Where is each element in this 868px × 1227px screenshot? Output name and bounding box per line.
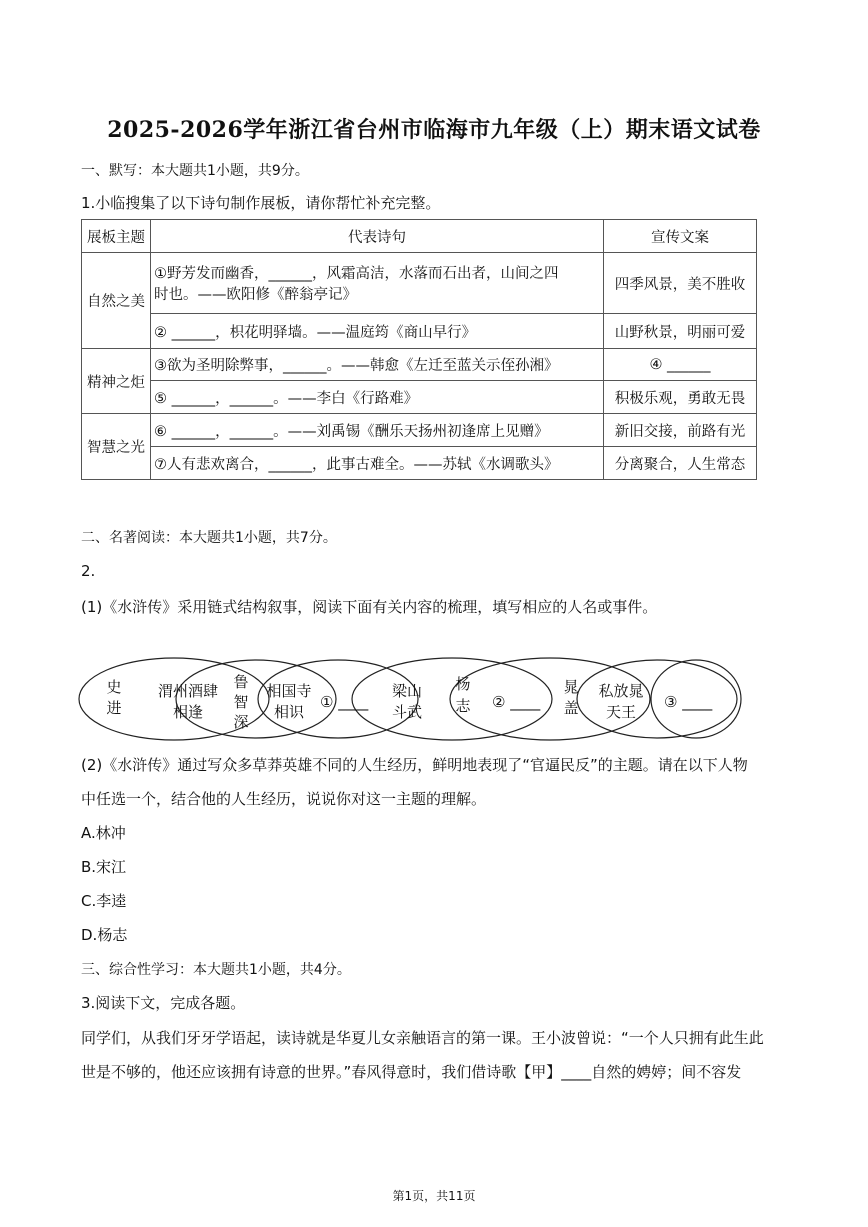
table-header: 展板主题 <box>82 220 151 253</box>
chain-label: 相识 <box>273 703 305 721</box>
chain-label: 盖 <box>563 699 579 717</box>
question-3-stem: 3.阅读下文，完成各题。 <box>81 994 246 1012</box>
theme-cell: 精神之炬 <box>82 349 151 414</box>
question-3-paragraph-line-2: 世是不够的，他还应该拥有诗意的世界。”春风得意时，我们借诗歌【甲】____自然的娉婷；间不容发 <box>81 1063 742 1081</box>
chain-label: 梁山 <box>391 682 423 700</box>
chain-label: 相逢 <box>172 703 204 721</box>
table-row <box>82 349 757 381</box>
question-2-number: 2. <box>81 562 96 580</box>
table-header: 宣传文案 <box>604 220 757 253</box>
section-heading-1: 一、默写：本大题共1小题，共9分。 <box>81 163 309 179</box>
poem-line: 时也。——欧阳修《醉翁亭记》 <box>154 287 357 303</box>
question-2-part-2-line-1: (2)《水浒传》通过写众多草莽英雄不同的人生经历，鲜明地表现了“官逼民反”的主题。请在以下人物 <box>81 756 748 774</box>
option-d: D.杨志 <box>81 926 128 944</box>
chain-label: 杨 <box>455 675 471 693</box>
slogan-cell: 积极乐观，勇敢无畏 <box>604 381 757 414</box>
chain-blank-3: ③ ____ <box>664 693 713 711</box>
poem-cell: ⑤ ______，______。——李白《行路难》 <box>151 381 604 414</box>
table-row <box>82 314 757 349</box>
question-1-stem: 1.小临搜集了以下诗句制作展板，请你帮忙补充完整。 <box>81 194 441 212</box>
chain-label: 晁 <box>563 678 579 696</box>
chain-label: 智 <box>233 693 249 711</box>
table-row <box>82 414 757 447</box>
table-header: 代表诗句 <box>151 220 604 253</box>
option-a: A.林冲 <box>81 824 126 842</box>
question-2-part-2-line-2: 中任选一个，结合他的人生经历，说说你对这一主题的理解。 <box>81 790 487 808</box>
slogan-cell: 山野秋景，明丽可爱 <box>604 314 757 349</box>
slogan-cell: ④ ______ <box>604 349 757 381</box>
question-3-paragraph-line-1: 同学们，从我们牙牙学语起，读诗就是华夏儿女亲触语言的第一课。王小波曾说：“一个人只拥有此生此 <box>81 1029 764 1047</box>
chain-blank-2: ② ____ <box>492 693 541 711</box>
chain-label: 相国寺 <box>266 682 312 700</box>
poem-cell: ⑦人有悲欢离合，______，此事古难全。——苏轼《水调歌头》 <box>151 447 604 480</box>
chain-label: 私放晁 <box>598 682 644 700</box>
table-row <box>82 381 757 414</box>
poem-line: ①野芳发而幽香，______，风霜高洁，水落而石出者，山间之四 <box>154 266 559 282</box>
poem-cell: ② ______，枳花明驿墙。——温庭筠《商山早行》 <box>151 314 604 349</box>
chain-label: 渭州酒肆 <box>157 682 219 700</box>
chain-label: 志 <box>455 697 471 715</box>
chain-diagram <box>76 656 746 742</box>
chain-label: 鲁 <box>233 673 249 691</box>
theme-cell: 自然之美 <box>82 253 151 349</box>
table-row <box>82 253 757 314</box>
question-2-part-1: (1)《水浒传》采用链式结构叙事，阅读下面有关内容的梳理，填写相应的人名或事件。 <box>81 598 658 616</box>
poem-table <box>81 219 757 480</box>
chain-label: 史 <box>106 678 122 696</box>
poem-cell <box>151 253 604 314</box>
chain-label: 进 <box>106 699 122 717</box>
theme-cell: 智慧之光 <box>82 414 151 480</box>
table-row <box>82 447 757 480</box>
option-c: C.李逵 <box>81 892 127 910</box>
chain-blank-1: ① ____ <box>320 693 369 711</box>
chain-label: 斗武 <box>391 703 423 721</box>
slogan-cell: 分离聚合，人生常态 <box>604 447 757 480</box>
section-heading-3: 三、综合性学习：本大题共1小题，共4分。 <box>81 962 351 978</box>
slogan-cell: 四季风景，美不胜收 <box>604 253 757 314</box>
chain-label: 深 <box>233 713 249 731</box>
option-b: B.宋江 <box>81 858 127 876</box>
section-heading-2: 二、名著阅读：本大题共1小题，共7分。 <box>81 530 337 546</box>
poem-cell: ⑥ ______，______。——刘禹锡《酬乐天扬州初逢席上见赠》 <box>151 414 604 447</box>
chain-label: 天王 <box>605 703 637 721</box>
slogan-cell: 新旧交接，前路有光 <box>604 414 757 447</box>
poem-cell: ③欲为圣明除弊事，______。——韩愈《左迁至蓝关示侄孙湘》 <box>151 349 604 381</box>
table-header-row <box>82 220 757 253</box>
page-title: 2025-2026学年浙江省台州市临海市九年级（上）期末语文试卷 <box>107 117 761 143</box>
page-footer: 第1页，共11页 <box>392 1189 476 1203</box>
